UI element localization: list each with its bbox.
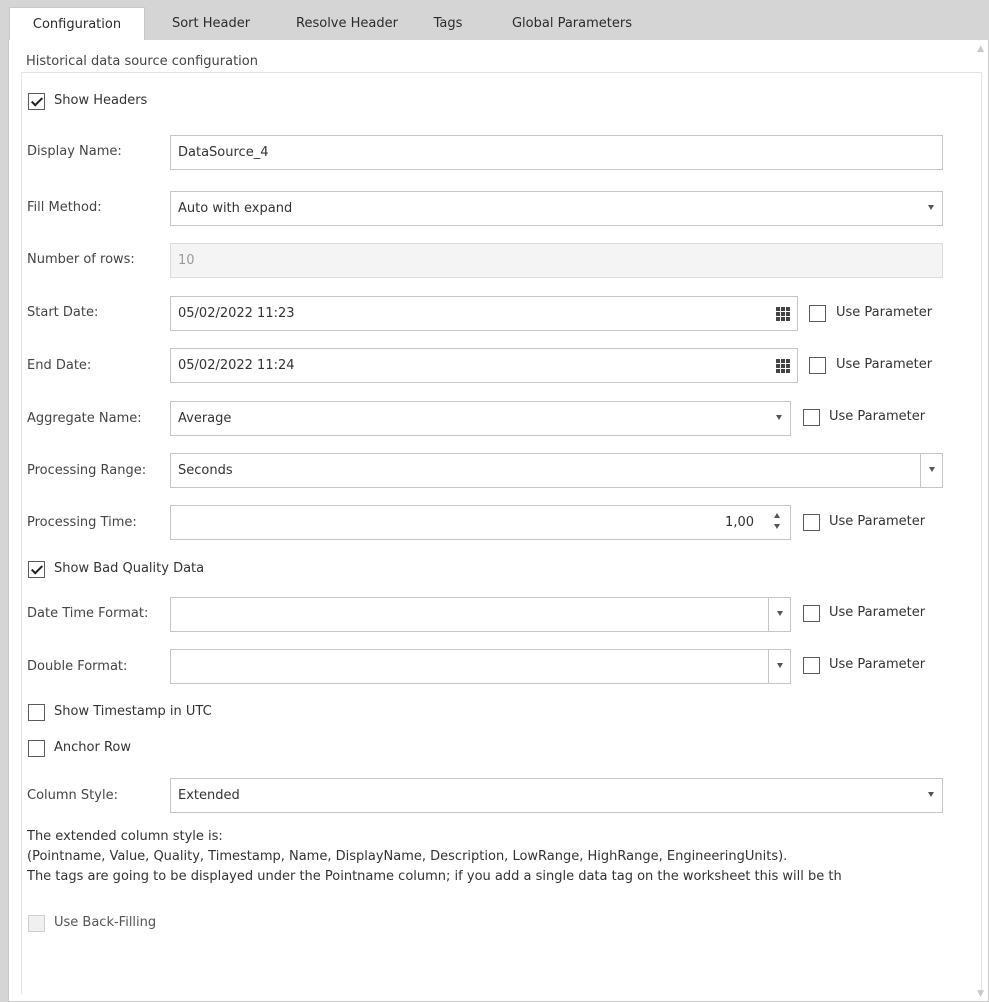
start-date-value: 05/02/2022 11:23 [178,306,295,321]
column-style-value: Extended [178,788,240,803]
chevron-down-icon [929,467,935,472]
aggregate-name-select[interactable] [170,401,791,436]
display-name-input[interactable] [170,135,943,170]
show-bad-quality-checkbox[interactable] [28,561,45,578]
use-back-filling-label: Use Back-Filling [54,915,157,930]
aggregate-name-use-parameter-label: Use Parameter [829,409,926,424]
end-date-label: End Date: [27,358,92,373]
date-time-format-use-parameter-label: Use Parameter [829,605,926,620]
tab-configuration[interactable]: Configuration [9,7,145,40]
end-date-use-parameter-label: Use Parameter [836,357,933,372]
chevron-down-icon [777,611,783,616]
show-timestamp-utc-label: Show Timestamp in UTC [54,704,212,719]
display-name-value: DataSource_4 [178,145,269,160]
date-time-format-use-parameter-checkbox[interactable] [803,605,820,622]
start-date-use-parameter-checkbox[interactable] [809,305,826,322]
processing-range-label: Processing Range: [27,463,147,478]
aggregate-name-value: Average [178,411,232,426]
aggregate-name-label: Aggregate Name: [27,411,142,426]
double-format-use-parameter-label: Use Parameter [829,657,926,672]
tab-global-parameters[interactable]: Global Parameters [511,16,632,31]
chevron-down-icon [928,205,934,210]
start-date-input[interactable] [170,296,798,331]
show-headers-label: Show Headers [54,93,148,108]
number-of-rows-value: 10 [178,253,195,268]
scroll-down-icon[interactable]: ▼ [977,989,984,999]
date-time-format-select[interactable] [170,597,791,632]
number-of-rows-input [170,243,943,278]
processing-time-use-parameter-checkbox[interactable] [803,514,820,531]
number-of-rows-label: Number of rows: [27,252,135,267]
scroll-up-icon[interactable]: ▲ [977,44,984,54]
end-date-input[interactable] [170,348,798,383]
chevron-down-icon [928,792,934,797]
column-style-label: Column Style: [27,788,118,803]
group-title: Historical data source configuration [26,54,262,69]
show-timestamp-utc-checkbox[interactable] [28,704,45,721]
double-format-use-parameter-checkbox[interactable] [803,657,820,674]
display-name-label: Display Name: [27,144,122,159]
fill-method-label: Fill Method: [27,200,102,215]
aggregate-name-use-parameter-checkbox[interactable] [803,409,820,426]
processing-time-label: Processing Time: [27,515,137,530]
chevron-down-icon [776,415,782,420]
tab-tags[interactable]: Tags [433,16,463,31]
show-bad-quality-label: Show Bad Quality Data [54,561,205,576]
anchor-row-label: Anchor Row [54,740,131,755]
column-style-description-line-2: (Pointname, Value, Quality, Timestamp, Name, DisplayName, Description, LowRange, HighRange, EngineeringUnits). [27,849,788,864]
processing-range-select[interactable] [170,453,943,488]
start-date-use-parameter-label: Use Parameter [836,305,933,320]
processing-range-value: Seconds [178,463,233,478]
dropdown-button[interactable] [768,598,790,631]
start-date-label: Start Date: [27,305,99,320]
dropdown-button[interactable] [920,454,942,487]
spinner-arrows-icon[interactable] [774,511,782,533]
use-back-filling-checkbox [28,915,45,932]
anchor-row-checkbox[interactable] [28,740,45,757]
tab-sort-header[interactable]: Sort Header [171,16,251,31]
column-style-select[interactable] [170,778,943,813]
chevron-down-icon [777,663,783,668]
tab-resolve-header[interactable]: Resolve Header [296,16,398,31]
dropdown-button[interactable] [768,650,790,683]
calendar-icon[interactable] [776,307,790,321]
column-style-description-line-1: The extended column style is: [27,829,223,844]
double-format-label: Double Format: [27,659,128,674]
processing-time-use-parameter-label: Use Parameter [829,514,926,529]
fill-method-select[interactable] [170,191,943,226]
end-date-value: 05/02/2022 11:24 [178,358,295,373]
processing-time-value: 1,00 [725,515,754,530]
fill-method-value: Auto with expand [178,201,293,216]
date-time-format-label: Date Time Format: [27,606,149,621]
end-date-use-parameter-checkbox[interactable] [809,357,826,374]
tab-bar [0,0,989,40]
calendar-icon[interactable] [776,359,790,373]
show-headers-checkbox[interactable] [28,93,45,110]
column-style-description-line-3: The tags are going to be displayed under the Pointname column; if you add a single data tag on the worksheet this will be th [27,869,842,884]
processing-time-input[interactable] [170,505,791,540]
double-format-select[interactable] [170,649,791,684]
